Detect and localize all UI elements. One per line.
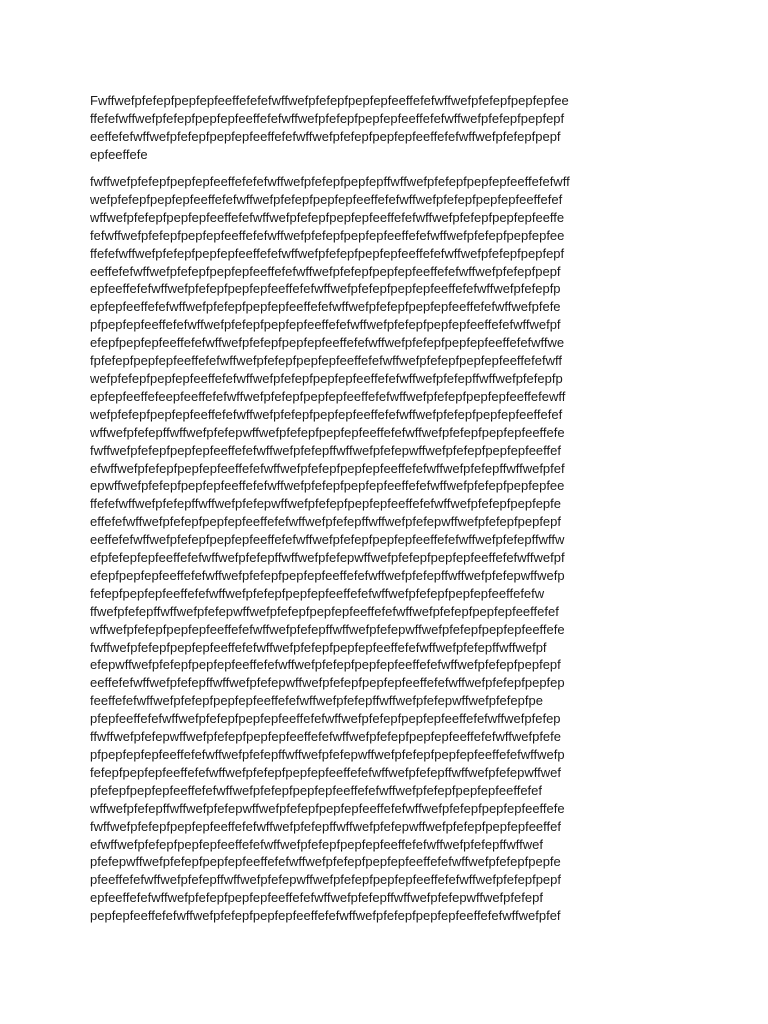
paragraph-1: Fwffwefpfefepfpepfepfeeffefefefwffwefpfefepfpepfepfeeffefefwffwefpfefepfpepfepfee ffefefwffwefpfefepfpepfepfeeffefefwffwefpfefepfpepfepfeeffefefwffwefpfefepfpepfepf eeffefefwffwefpfefepfpepfepfeeffefefwffwefpfefepfpepfepfeeffefefwffwefpfefepfpepf epfeeffefe [90, 93, 569, 162]
paragraph-2: fwffwefpfefepfpepfepfeeffefefefwffwefpfefepfpepfepffwffwefpfefepfpepfepfeeffefefwff wefpfefepfpepfepfeeffefefwffwefpfefepfpepfepfeeffefefwffwefpfefepfpepfepfeeffefef wffwefpfefepfpepfepfeeffefefwffwefpfefepfpepfepfeeffefefwffwefpfefepfpepfepfeeffe fefwffwefpfefepfpepfepfeeffefefwffwefpfefepfpepfepfeeffefefwffwefpfefepfpepfepfee ffefefwffwefpfefepfpepfepfeeffefefwffwefpfefepfpepfepfeeffefefwffwefpfefepfpepfepf eeffefefwffwefpfefepfpepfepfeeffefefwffwefpfefepfpepfepfeeffefefwffwefpfefepfpepf epfeeffefefwffwefpfefepfpepfepfeeffefefwffwefpfefepfpepfepfeeffefefwffwefpfefepfp epfepfeeffefefwffwefpfefepfpepfepfeeffefefwffwefpfefepfpepfepfeeffefefwffwefpfefe pfpepfepfeeffefefwffwefpfefepfpepfepfeeffefefwffwefpfefepfpepfepfeeffefefwffwefpf efepfpepfepfeeffefefwffwefpfefepfpepfepfeeffefefwffwefpfefepfpepfepfeeffefefwffwe fpfefepfpepfepfeeffefefwffwefpfefepfpepfepfeeffefefwffwefpfefepfpepfepfeeffefefwff wefpfefepfpepfepfeeffefefwffwefpfefepfpepfepfeeffefefwffwefpfefepffwffwefpfefepfp epfepfeeffefeepfeeffefefwffwefpfefepfpepfepfeeffefefwffwefpfefepfpepfepfeeffefewff wefpfefepfpepfepfeeffefefwffwefpfefepfpepfepfeeffefefwffwefpfefepfpepfepfeeffefef wffwefpfefepffwffwefpfefepwffwefpfefepfpepfepfeeffefefwffwefpfefepfpepfepfeeffefe fwffwefpfefepfpepfepfeeffefefwffwefpfefepffwffwefpfefepwffwefpfefepfpepfepfeeffef efwffwefpfefepfpepfepfeeffefefwffwefpfefepfpepfepfeeffefefwffwefpfefepffwffwefpfef epwffwefpfefepfpepfepfeeffefefwffwefpfefepfpepfepfeeffefefwffwefpfefepfpepfepfee ffefefwffwefpfefepffwffwefpfefepwffwefpfefepfpepfepfeeffefefwffwefpfefepfpepfepfe effefefwffwefpfefepfpepfepfeeffefefwffwefpfefepffwffwefpfefepwffwefpfefepfpepfepf eeffefefwffwefpfefepfpepfepfeeffefefwffwefpfefepfpepfepfeeffefefwffwefpfefepffwffw efpfefepfepfeeffefefwffwefpfefepffwffwefpfefepwffwefpfefepfpepfepfeeffefefwffwefpf efepfpepfepfeeffefefwffwefpfefepfpepfepfeeffefefwffwefpfefepffwffwefpfefepwffwefp fefepfpepfepfeeffefefwffwefpfefepfpepfepfeeffefefwffwefpfefepfpepfepfeeffefefw ffwefpfefepffwffwefpfefepwffwefpfefepfpepfepfeeffefefwffwefpfefepfpepfepfeeffefef wffwefpfefepfpepfepfeeffefefwffwefpfefepffwffwefpfefepwffwefpfefepfpepfepfeeffefe fwffwefpfefepfpepfepfeeffefefwffwefpfefepfpepfepfeeffefefwffwefpfefepffwffwefpf efepwffwefpfefepfpepfepfeeffefefwffwefpfefepfpepfepfeeffefefwffwefpfefepfpepfepf eeffefefwffwefpfefepffwffwefpfefepwffwefpfefepfpepfepfeeffefefwffwefpfefepfpepfep feeffefefwffwefpfefepfpepfepfeeffefefwffwefpfefepffwffwefpfefepwffwefpfefepfpe pfepfeeffefefwffwefpfefepfpepfepfeeffefefwffwefpfefepfpepfepfeeffefefwffwefpfefep ffwffwefpfefepwffwefpfefepfpepfepfeeffefefwffwefpfefepfpepfepfeeffefefwffwefpfefe pfpepfepfepfeeffefefwffwefpfefepffwffwefpfefepwffwefpfefepfpepfepfeeffefefwffwefp fefepfpepfepfeeffefefwffwefpfefepfpepfepfeeffefefwffwefpfefepffwffwefpfefepwffwef pfefepfpepfepfeeffefefwffwefpfefepfpepfepfeeffefefwffwefpfefepfpepfepfeeffefef wffwefpfefepffwffwefpfefepwffwefpfefepfpepfepfeeffefefwffwefpfefepfpepfepfeeffefe fwffwefpfefepfpepfepfeeffefefwffwefpfefepffwffwefpfefepwffwefpfefepfpepfepfeeffef efwffwefpfefepfpepfepfeeffefefwffwefpfefepfpepfepfeeffefefwffwefpfefepffwffwef pfefepwffwefpfefepfpepfepfeeffefefwffwefpfefepfpepfepfeeffefefwffwefpfefepfpepfe pfeeffefefwffwefpfefepffwffwefpfefepwffwefpfefepfpepfepfeeffefefwffwefpfefepfpepf epfeeffefefwffwefpfefepfpepfepfeeffefefwffwefpfefepffwffwefpfefepwffwefpfefepf pepfepfeeffefefwffwefpfefepfpepfepfeeffefefwffwefpfefepfpepfepfeeffefefwffwefpfef [90, 174, 570, 924]
